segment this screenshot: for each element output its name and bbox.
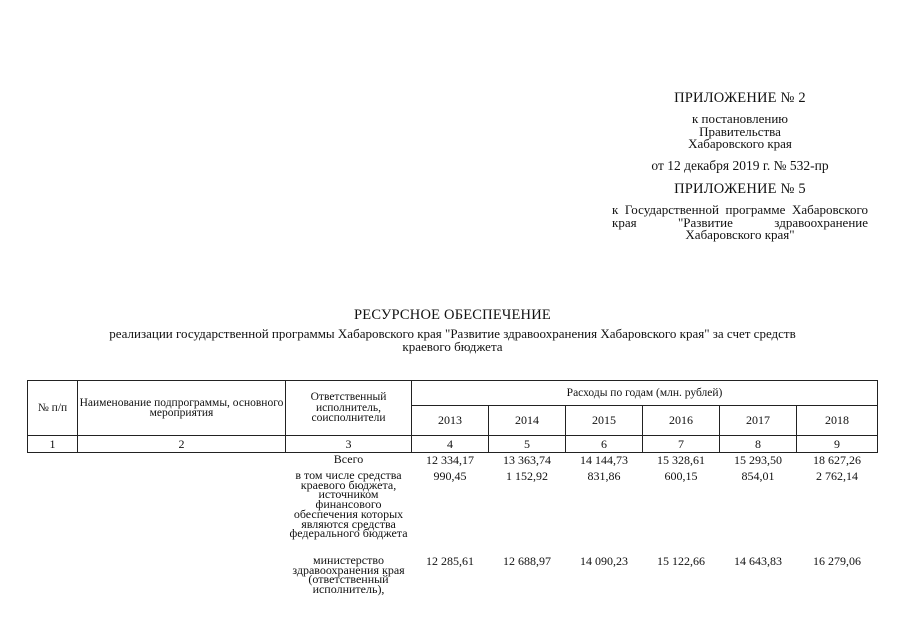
header-num: № п/п	[28, 381, 78, 436]
row-value: 2 762,14	[816, 469, 859, 483]
column-number: 2	[78, 436, 286, 453]
appendix-2-date: от 12 декабря 2019 г. № 532-пр	[651, 157, 829, 173]
appendix-5-title: ПРИЛОЖЕНИЕ № 5	[674, 181, 806, 197]
row-value: 14 643,83	[734, 554, 782, 568]
column-number: 5	[489, 436, 566, 453]
row-value: 15 122,66	[657, 554, 705, 568]
row-value: 14 144,73	[580, 453, 628, 467]
header-name: Наименование подпрограммы, основного мероприятия	[78, 381, 286, 436]
row-value: 831,86	[587, 469, 621, 483]
header-year: 2013	[412, 406, 489, 436]
appendix-2-line: к постановлению	[691, 111, 789, 126]
row-value: 15 328,61	[657, 453, 705, 467]
row-label: министерство здравоохранения края (ответственный исполнитель),	[292, 553, 405, 597]
appendix-2-line: Правительства	[699, 123, 781, 139]
row-value: 12 334,17	[426, 453, 474, 467]
column-number: 9	[797, 436, 878, 453]
table-row	[28, 556, 878, 614]
column-number: 6	[566, 436, 643, 453]
row-label: Всего	[333, 452, 364, 466]
column-number: 7	[643, 436, 720, 453]
table-row	[28, 471, 878, 556]
column-number: 1	[28, 436, 78, 453]
header-year: 2017	[720, 406, 797, 436]
appendix-5-text: к Государственной программе Хабаровского края "Развитие здравоохранение Хабаровского края"	[612, 202, 868, 242]
column-number: 8	[720, 436, 797, 453]
row-value: 854,01	[741, 469, 775, 483]
row-value: 1 152,92	[506, 469, 548, 483]
row-value: 13 363,74	[503, 453, 551, 467]
header-executor: Ответственный исполнитель, соисполнители	[286, 381, 412, 436]
appendix-5-block	[610, 181, 870, 242]
appendix-2-line: Хабаровского края	[688, 136, 792, 151]
row-value: 15 293,50	[734, 453, 782, 467]
header-year: 2018	[797, 406, 878, 436]
appendix-2-block	[610, 90, 870, 174]
row-value: 18 627,26	[813, 453, 862, 467]
row-value: 990,45	[433, 469, 467, 483]
header-year: 2014	[489, 406, 566, 436]
column-number: 4	[412, 436, 489, 453]
header-year: 2016	[643, 406, 720, 436]
document-title: РЕСУРСНОЕ ОБЕСПЕЧЕНИЕ	[354, 307, 551, 323]
row-value: 12 285,61	[426, 554, 474, 568]
row-value: 14 090,23	[580, 554, 628, 568]
header-year: 2015	[566, 406, 643, 436]
column-number-row	[28, 436, 878, 453]
resource-table	[27, 380, 878, 614]
document-subtitle: реализации государственной программы Хабаровского края "Развитие здравоохранения Хабаровского края" за счет средств краевого бюджета	[109, 326, 796, 354]
row-value: 16 279,06	[813, 554, 862, 568]
row-value: 600,15	[664, 469, 698, 483]
row-label: в том числе средства краевого бюджета, источником финансового обеспечения которых являются средства федерального бюджета	[289, 468, 408, 541]
appendix-2-title: ПРИЛОЖЕНИЕ № 2	[674, 90, 806, 106]
header-expenses: Расходы по годам (млн. рублей)	[412, 381, 878, 406]
row-value: 12 688,97	[503, 554, 551, 568]
column-number: 3	[286, 436, 412, 453]
